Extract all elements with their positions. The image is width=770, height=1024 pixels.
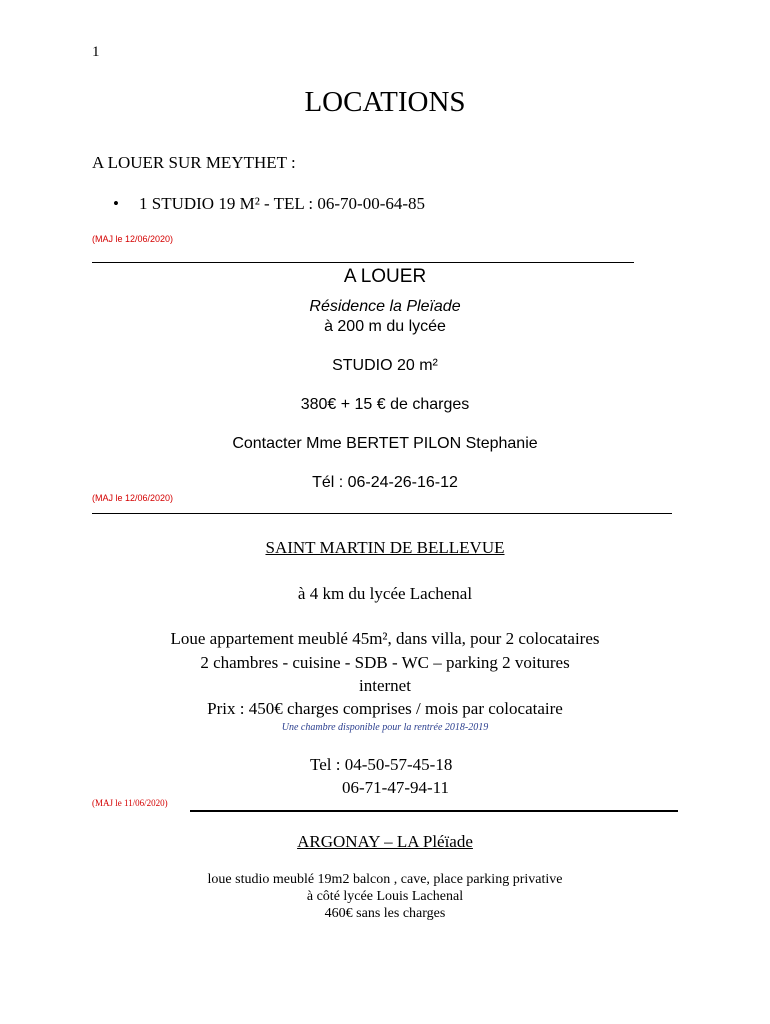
page-title: LOCATIONS (304, 86, 466, 118)
pleiade-residence-name: Résidence la Pleïade (309, 298, 461, 315)
pleiade-phone: Tél : 06-24-26-16-12 (312, 474, 458, 491)
saint-martin-line3: internet (359, 676, 411, 695)
section-divider (92, 513, 672, 514)
pleiade-distance: à 200 m du lycée (324, 318, 446, 335)
saint-martin-line2: 2 chambres - cuisine - SDB - WC – parking 2 voitures (200, 653, 570, 672)
section-divider (190, 810, 678, 812)
argonay-line1: loue studio meublé 19m2 balcon , cave, place parking privative (207, 872, 563, 887)
saint-martin-phone1: Tel : 04-50-57-45-18 (310, 755, 453, 774)
pleiade-heading: A LOUER (343, 266, 427, 287)
saint-martin-update-note: (MAJ le 11/06/2020) (92, 798, 168, 808)
meythet-update-note: (MAJ le 12/06/2020) (92, 234, 174, 244)
saint-martin-phone2: 06-71-47-94-11 (342, 778, 450, 797)
saint-martin-line1: Loue appartement meublé 45m², dans villa, pour 2 colocataires (170, 629, 600, 648)
saint-martin-heading: SAINT MARTIN DE BELLEVUE (265, 538, 505, 557)
saint-martin-note: Une chambre disponible pour la rentrée 2018-2019 (281, 722, 489, 733)
pleiade-update-note: (MAJ le 12/06/2020) (92, 493, 174, 503)
meythet-item: 1 STUDIO 19 M² - TEL : 06-70-00-64-85 (139, 194, 426, 213)
meythet-heading: A LOUER SUR MEYTHET : (92, 153, 296, 172)
section-divider (92, 262, 634, 263)
argonay-line2: à côté lycée Louis Lachenal (306, 889, 464, 904)
pleiade-type: STUDIO 20 m² (332, 357, 438, 374)
meythet-bullet: • (113, 194, 119, 213)
argonay-heading: ARGONAY – LA Pléïade (297, 832, 473, 851)
saint-martin-line4: Prix : 450€ charges comprises / mois par colocataire (207, 699, 563, 718)
saint-martin-distance: à 4 km du lycée Lachenal (297, 584, 473, 603)
page-number: 1 (92, 44, 100, 60)
argonay-line3: 460€ sans les charges (324, 906, 446, 921)
pleiade-price: 380€ + 15 € de charges (300, 396, 470, 413)
pleiade-contact: Contacter Mme BERTET PILON Stephanie (232, 435, 538, 452)
